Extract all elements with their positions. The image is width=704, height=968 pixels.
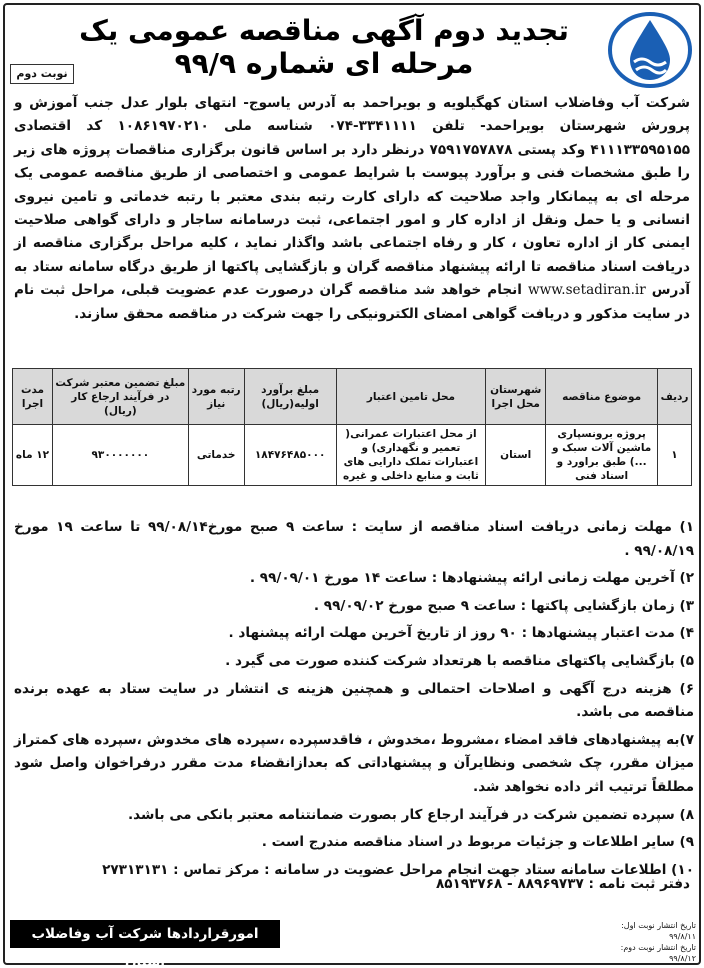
list-item: ۱۰) اطلاعات سامانه ستاد جهت انجام مراحل عضویت در سامانه : مرکز تماس : ۲۷۳۱۳۱۳۱ xyxy=(102,861,694,878)
intro-text-1: شرکت آب وفاضلاب استان کهگیلویه و بویراحمد به آدرس یاسوج- انتهای بلوار عدل جنب آموزش و پرورش شهرستان بویراحمد- تلفن ۳۳۴۱۱۱۱-۰۷۴ شناسه ملی ۱۰۸۶۱۹۷۰۲۱۰ کد اقتصادی ۴۱۱۱۳۳۵۹۵۱۵۵ وکد پستی ۷۵۹۱۷۵۷۸۷۸ درنظر دارد بر اساس قانون برگزاری مناقصات پروژه های زیر را طبق مشخصات فنی و برآورد پیوست با شرایط عمومی و اختصاصی از طریق مناقصه عمومی یک مرحله ای به پیمانکار واجد صلاحیت که دارای کارت رتبه بندی معتبر با رتبه خدماتی و تامین نیروی انسانی و یا حمل ونقل از اداره کار و امور اجتماعی، ثبت درسامانه ساجار و دارای گواهی صلاحیت ایمنی کار از اداره تعاون ، کار و رفاه اجتماعی باشد واگذار نماید ، کلیه مراحل برگزاری مناقصه از دریافت اسناد مناقصه تا ارائه پیشنهاد مناقصه گران و بازگشایی پاکتها از طریق درگاه سامانه ستاد به آدرس xyxy=(14,95,691,299)
tender-table xyxy=(12,368,692,486)
header-cell: مدت اجرا xyxy=(13,369,53,425)
table-cell: استان xyxy=(486,425,546,486)
list-item: ۹) سایر اطلاعات و جزئیات مربوط در اسناد مناقصه مندرج است . xyxy=(261,834,694,851)
table-cell: ۱۸۴۷۶۴۸۵۰۰۰ xyxy=(244,425,336,486)
first-publish-date: تاریخ انتشار نوبت اول: ۹۹/۸/۱۱ xyxy=(621,921,696,941)
table-cell: ۹۳۰۰۰۰۰۰۰ xyxy=(53,425,189,486)
header-cell: مبلغ برآورد اولیه(ریال) xyxy=(244,369,336,425)
list-item: ۲) آخرین مهلت زمانی ارائه پیشنهادها : ساعت ۱۴ مورخ ۹۹/۰۹/۰۱ . xyxy=(249,570,694,587)
list-item: ۴) مدت اعتبار پیشنهادها : ۹۰ روز از تاریخ آخرین مهلت ارائه پیشنهاد . xyxy=(228,625,694,642)
table-cell: پروژه برونسپاری ماشین آلات سبک و ...) طبق براورد و اسناد فنی xyxy=(546,425,658,486)
intro-text-2: انجام خواهد شد مناقصه گران درصورت عدم عضویت قبلی، مراحل ثبت نام در سایت مذکور و دریافت گواهی امضای الکترونیکی را جهت شرکت در مناقصه محقق سازند. xyxy=(14,282,690,322)
table-cell: خدماتی xyxy=(188,425,244,486)
publish-dates xyxy=(600,920,696,964)
header-cell: ردیف xyxy=(658,369,692,425)
table-cell: ۱۲ ماه xyxy=(13,425,53,486)
list-item: ۶) هزینه درج آگهی و اصلاحات احتمالی و همچنین هزینه ی انتشار در سایت ستاد به عهده برنده مناقصه می باشد. xyxy=(14,680,694,721)
water-company-logo-icon xyxy=(604,8,696,90)
second-publish-date: تاریخ انتشار نوبت دوم: ۹۹/۸/۱۲ xyxy=(620,943,696,963)
table-row xyxy=(13,425,692,486)
registration-office: دفتر ثبت نامه : ۸۸۹۶۹۷۳۷ - ۸۵۱۹۳۷۶۸ xyxy=(435,876,690,892)
header-cell: رتبه مورد نیاز xyxy=(188,369,244,425)
header-cell: موضوع مناقصه xyxy=(546,369,658,425)
list-item: ۳) زمان بازگشایی پاکتها : ساعت ۹ صبح مورخ ۹۹/۰۹/۰۲ . xyxy=(313,597,694,614)
intro-paragraph xyxy=(14,92,690,326)
conditions-list xyxy=(14,516,694,886)
list-item: ۸) سپرده تضمین شرکت در فرآیند ارجاع کار بصورت ضمانتنامه معتبر بانکی می باشد. xyxy=(128,806,694,823)
setad-link[interactable]: www.setadiran.ir xyxy=(527,282,646,299)
list-item: ۷)به پیشنهادهای فاقد امضاء ،مشروط ،مخدوش ، فاقدسپرده ،سپرده های مخدوش ،سپرده های کمتراز میزان مقرر، چک شخصی ونظایرآن و پیشنهاداتی که بعدازانقضاء مدت مقرر درفراخوان واصل شود مطلقاً ترتیب اثر داده نخواهد شد. xyxy=(14,731,694,795)
table-cell: ۱ xyxy=(658,425,692,486)
round-badge: نوبت دوم xyxy=(10,64,74,84)
header-cell: محل تامین اعتبار xyxy=(336,369,486,425)
header-cell: مبلغ تضمین معتبر شرکت در فرآیند ارجاع کار (ریال) xyxy=(53,369,189,425)
header-cell: شهرستان محل اجرا xyxy=(486,369,546,425)
list-item: ۱) مهلت زمانی دریافت اسناد مناقصه از سایت : ساعت ۹ صبح مورخ۹۹/۰۸/۱۴ تا ساعت ۱۹ مورخ ۹۹/۰۸/۱۹ . xyxy=(14,519,694,559)
list-item: ۵) بازگشایی پاکتهای مناقصه با هرتعداد شرکت کننده صورت می گیرد . xyxy=(225,652,694,669)
table-header-row xyxy=(13,369,692,425)
table-cell: از محل اعتبارات عمرانی( تعمیر و نگهداری) و اعتبارات تملک دارایی های ثابت و منابع داخلی و غیره xyxy=(336,425,486,486)
ad-title: تجدید دوم آگهی مناقصه عمومی یک مرحله ای شماره ۹۹/۹ xyxy=(79,14,569,80)
footer-bar: امورقراردادها شرکت آب وفاضلاب استان xyxy=(10,920,280,948)
